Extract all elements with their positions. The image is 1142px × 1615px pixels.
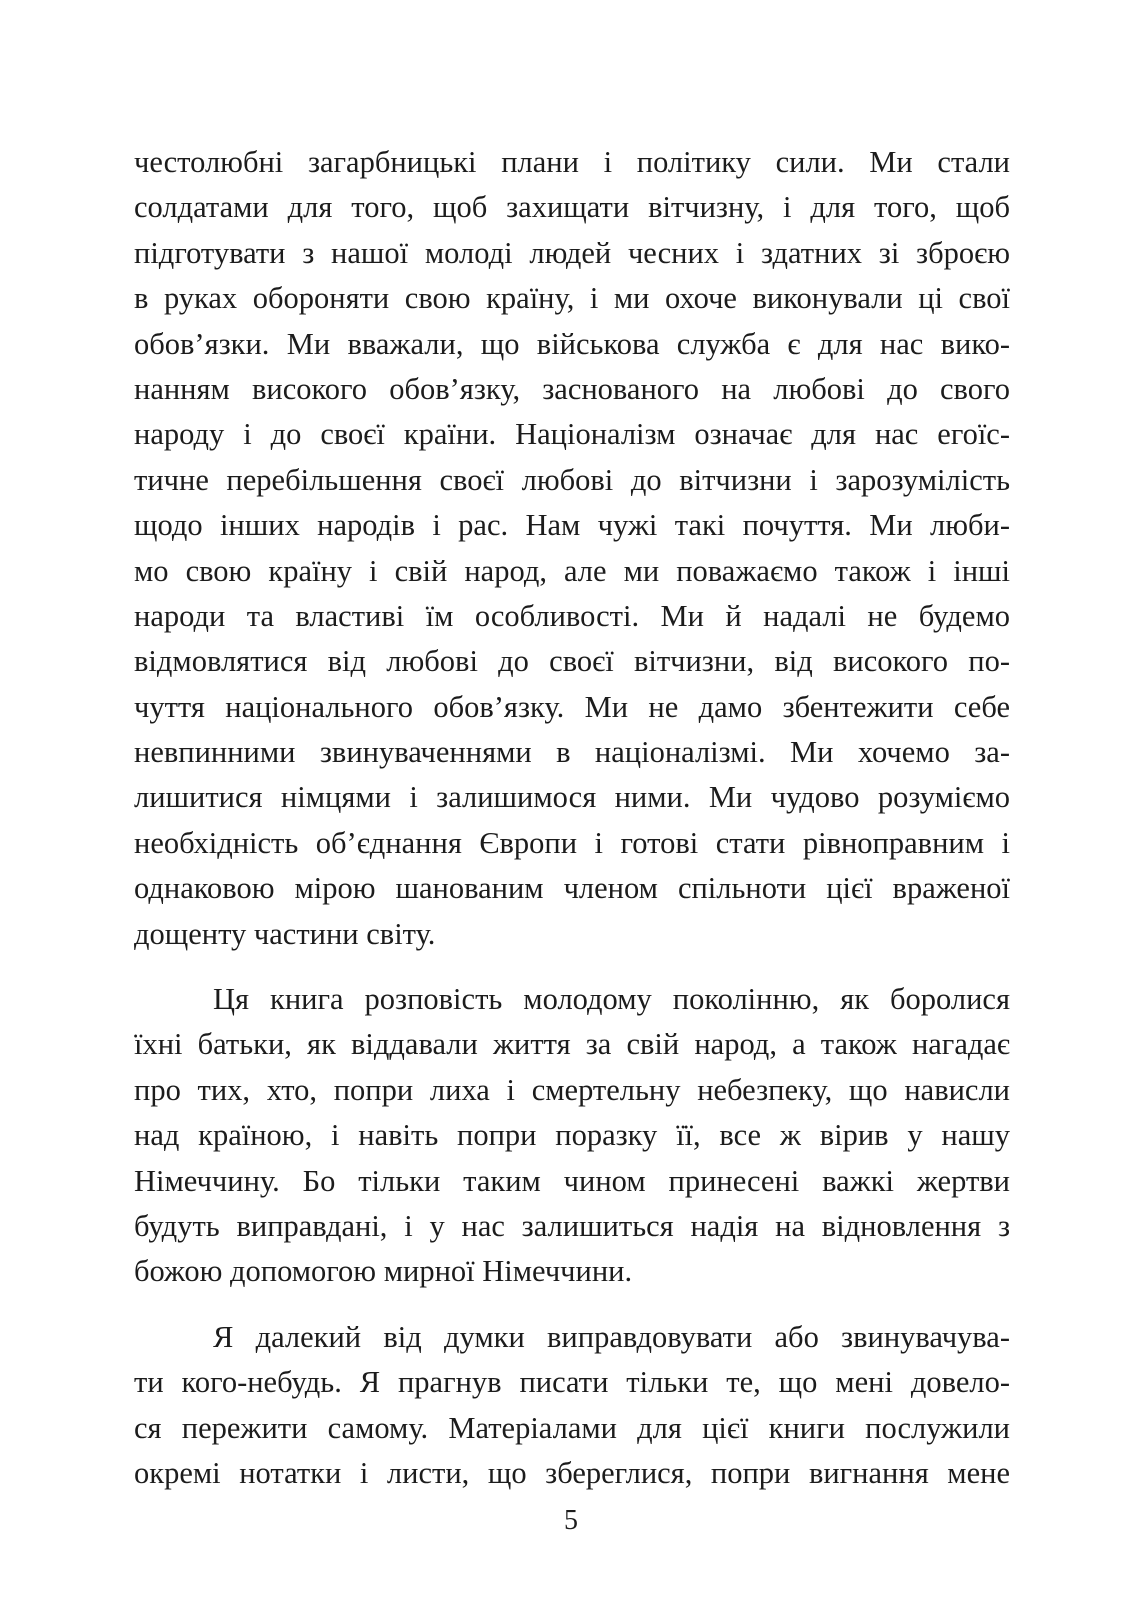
paragraph-1 [134, 140, 1010, 957]
page-number: 5 [564, 1505, 578, 1536]
text-line: божою допомогою мирної Німеччини. [134, 1254, 633, 1289]
text-line: відмовлятися від любові до своєї вітчизни, від високого по- [134, 644, 1010, 679]
text-line: солдатами для того, щоб захищати вітчизну, і для того, щоб [134, 190, 1010, 225]
text-line: в руках обороняти свою країну, і ми охоче виконували ці свої [134, 281, 1010, 316]
paragraph-2 [134, 977, 1010, 1295]
text-line: обов’язки. Ми вважали, що військова служба є для нас вико- [134, 326, 1010, 361]
text-line: щодо інших народів і рас. Нам чужі такі почуття. Ми люби- [134, 508, 1010, 543]
text-line: мо свою країну і свій народ, але ми поважаємо також і інші [134, 553, 1010, 588]
text-line: Німеччину. Бо тільки таким чином принесені важкі жертви [134, 1163, 1010, 1198]
text-line: чуття національного обов’язку. Ми не дамо збентежити себе [134, 689, 1010, 724]
text-line: необхідність об’єднання Європи і готові стати рівноправним і [134, 825, 1010, 860]
text-line: лишитися німцями і залишимося ними. Ми чудово розуміємо [134, 780, 1010, 815]
text-line: честолюбні загарбницькі плани і політику сили. Ми стали [134, 145, 1010, 179]
text-line: про тих, хто, попри лиха і смертельну небезпеку, що нависли [134, 1072, 1010, 1107]
text-line: народи та властиві їм особливості. Ми й надалі не будемо [134, 598, 1010, 633]
text-line: тичне перебільшення своєї любові до вітчизни і зарозумілість [134, 462, 1010, 497]
text-line: будуть виправдані, і у нас залишиться надія на відновлення з [134, 1208, 1010, 1243]
text-line: однаковою мірою шанованим членом спільноти цієї враженої [134, 871, 1010, 906]
text-line: народу і до своєї країни. Націоналізм означає для нас егоїс- [134, 417, 1010, 452]
text-line: окремі нотатки і листи, що збереглися, попри вигнання мене [134, 1455, 1010, 1490]
body-text [134, 140, 1010, 1496]
paragraph-3 [134, 1315, 1010, 1497]
text-line: ти кого-небудь. Я прагнув писати тільки те, що мені довело- [134, 1365, 1010, 1400]
text-line: дощенту частини світу. [134, 916, 436, 951]
text-line: ся пережити самому. Матеріалами для цієї книги послужили [134, 1410, 1010, 1445]
text-line: Ця книга розповість молодому поколінню, як боролися [213, 982, 1010, 1017]
text-line: нанням високого обов’язку, заснованого на любові до свого [134, 371, 1010, 406]
text-line: їхні батьки, як віддавали життя за свій народ, а також нагадає [134, 1027, 1010, 1062]
text-line: невпинними звинуваченнями в націоналізмі. Ми хочемо за- [134, 735, 1010, 770]
text-line: Я далекий від думки виправдовувати або звинувачува- [213, 1319, 1010, 1354]
text-line: підготувати з нашої молоді людей чесних і здатних зі зброєю [134, 235, 1010, 270]
text-line: над країною, і навіть попри поразку її, все ж вірив у нашу [134, 1118, 1010, 1153]
